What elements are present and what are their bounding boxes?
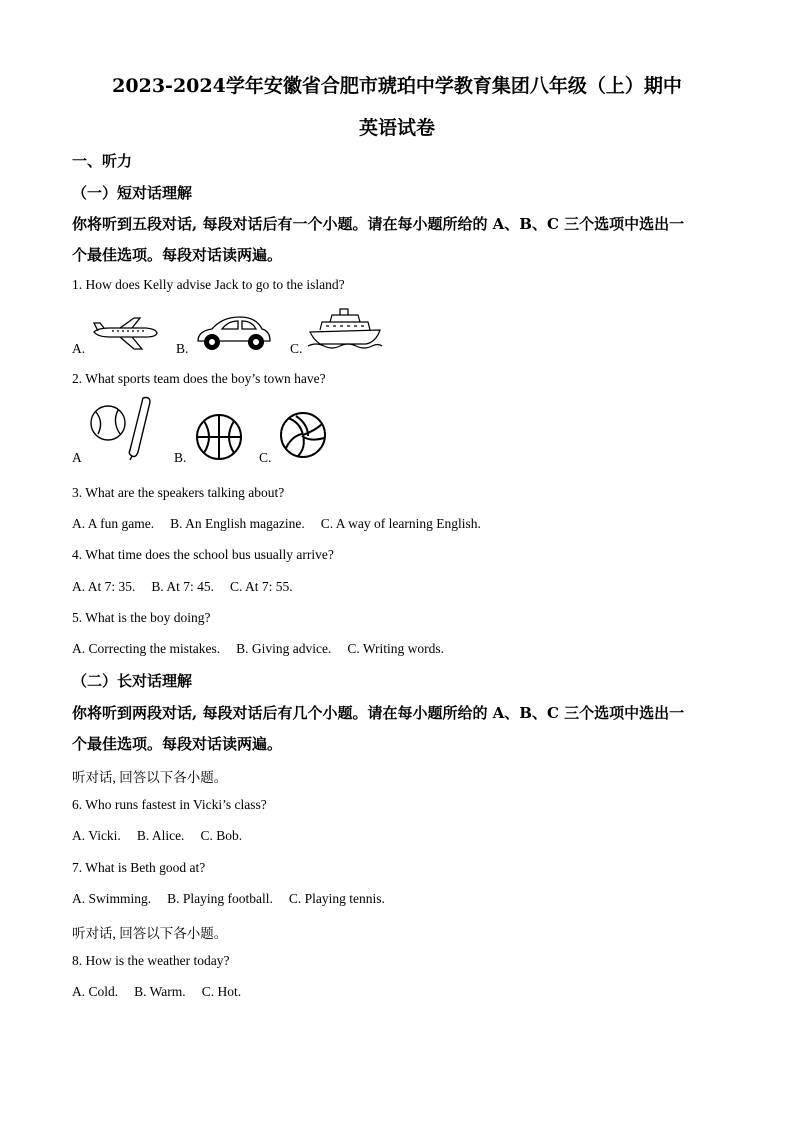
q5-option-a: A. Correcting the mistakes. xyxy=(72,641,221,656)
car-icon xyxy=(194,313,272,353)
exam-title-line2: 英语试卷 xyxy=(358,117,435,139)
q5-option-c: C. Writing words. xyxy=(347,641,445,656)
part1-instruction-cont: 个最佳选项。每段对话读两遍。 xyxy=(72,246,283,264)
question-4: 4. What time does the school bus usually arrive? xyxy=(72,547,334,562)
q6-option-a: A. Vicki. xyxy=(72,828,121,843)
q8-options xyxy=(72,984,257,1000)
q8-option-b: B. Warm. xyxy=(134,984,186,999)
question-2: 2. What sports team does the boy’s town have? xyxy=(72,371,326,386)
question-8: 8. How is the weather today? xyxy=(72,953,230,968)
part2-heading: （二）长对话理解 xyxy=(72,672,193,690)
part1-instruction: 你将听到五段对话, 每段对话后有一个小题。请在每小题所给的 A、B、C 三个选项中选出一 xyxy=(72,215,685,233)
q4-options xyxy=(72,579,309,595)
q7-option-c: C. Playing tennis. xyxy=(288,891,385,906)
q6-option-c: C. Bob. xyxy=(200,828,243,843)
ship-icon xyxy=(306,306,384,350)
section-listening: 一、听力 xyxy=(72,152,133,170)
q3-options xyxy=(72,516,497,532)
q2-option-c-label: C. xyxy=(259,450,272,465)
question-7: 7. What is Beth good at? xyxy=(72,860,206,875)
question-5: 5. What is the boy doing? xyxy=(72,610,211,625)
baseball-bat-icon xyxy=(88,394,158,462)
q8-option-c: C. Hot. xyxy=(201,984,242,999)
q2-option-b-label: B. xyxy=(174,450,187,465)
q1-option-b-label: B. xyxy=(176,341,189,356)
q4-option-b: B. At 7: 45. xyxy=(151,579,215,594)
q1-option-a-label: A. xyxy=(72,341,86,356)
q5-option-b: B. Giving advice. xyxy=(236,641,332,656)
q3-option-b: B. An English magazine. xyxy=(170,516,305,531)
part1-heading: （一）短对话理解 xyxy=(72,184,193,202)
basketball-icon xyxy=(194,412,244,462)
q1-option-c-label: C. xyxy=(290,341,303,356)
q4-option-a: A. At 7: 35. xyxy=(72,579,136,594)
question-6: 6. Who runs fastest in Vicki’s class? xyxy=(72,797,267,812)
exam-title-line1: 2023-2024学年安徽省合肥市琥珀中学教育集团八年级（上）期中 xyxy=(112,75,682,97)
question-3: 3. What are the speakers talking about? xyxy=(72,485,285,500)
q6-option-b: B. Alice. xyxy=(136,828,185,843)
q8-option-a: A. Cold. xyxy=(72,984,119,999)
part2-instruction: 你将听到两段对话, 每段对话后有几个小题。请在每小题所给的 A、B、C 三个选项中选出一 xyxy=(72,704,685,722)
q7-option-a: A. Swimming. xyxy=(72,891,152,906)
airplane-icon xyxy=(90,316,160,352)
listen-prompt-2: 听对话, 回答以下各小题。 xyxy=(72,926,228,941)
listen-prompt-1: 听对话, 回答以下各小题。 xyxy=(72,770,228,785)
q4-option-c: C. At 7: 55. xyxy=(230,579,293,594)
q3-option-a: A. A fun game. xyxy=(72,516,155,531)
part2-instruction-cont: 个最佳选项。每段对话读两遍。 xyxy=(72,735,283,753)
volleyball-icon xyxy=(278,410,328,460)
q7-options xyxy=(72,891,401,907)
q7-option-b: B. Playing football. xyxy=(167,891,273,906)
q3-option-c: C. A way of learning English. xyxy=(320,516,481,531)
q6-options xyxy=(72,828,258,844)
q5-options xyxy=(72,641,460,657)
question-1: 1. How does Kelly advise Jack to go to the island? xyxy=(72,277,345,292)
q2-option-a-label: A xyxy=(72,450,82,465)
